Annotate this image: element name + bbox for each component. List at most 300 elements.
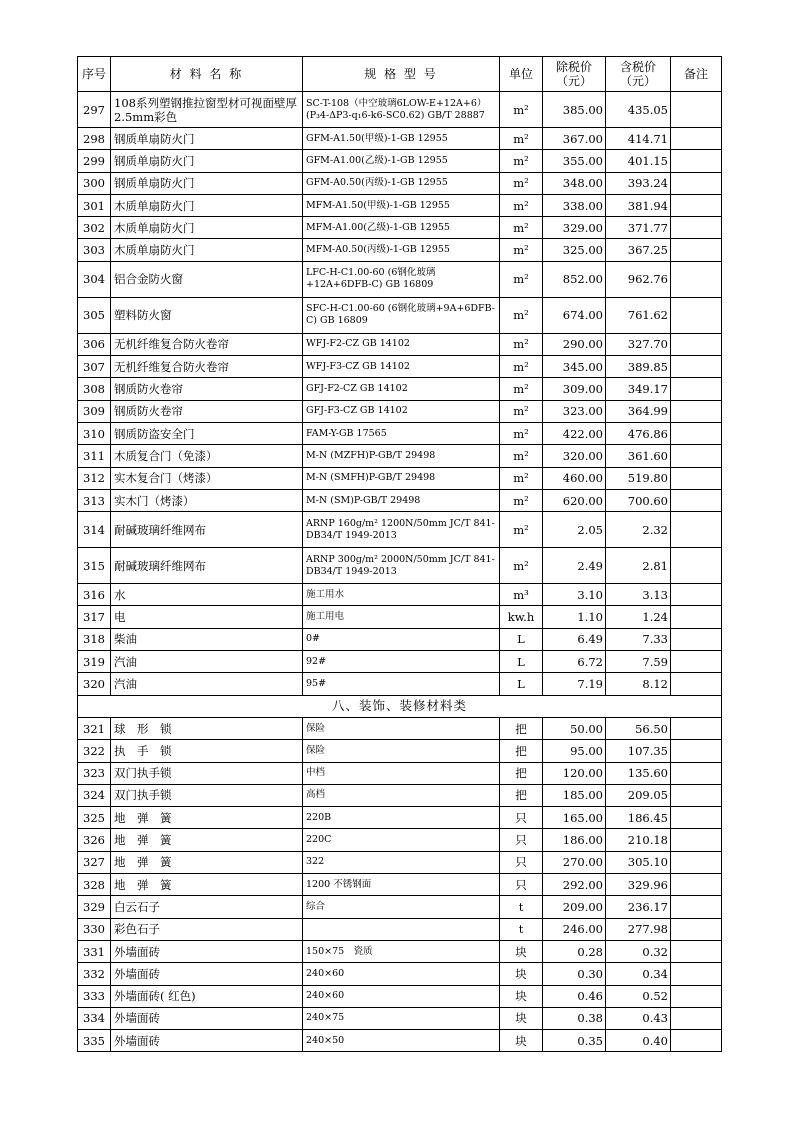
table-row — [78, 829, 722, 851]
cell-unit: m² — [500, 422, 543, 444]
cell-unit: 把 — [500, 740, 543, 762]
cell-price-in: 135.60 — [606, 762, 671, 784]
cell-spec: GFM-A1.50(甲级)-1-GB 12955 — [303, 128, 500, 150]
cell-remark — [671, 673, 722, 695]
cell-name: 外墙面砖( 红色) — [111, 985, 303, 1007]
cell-remark — [671, 378, 722, 400]
cell-name: 白云石子 — [111, 896, 303, 918]
cell-price-ex: 620.00 — [543, 489, 606, 511]
cell-spec: 中档 — [303, 762, 500, 784]
cell-unit: 把 — [500, 784, 543, 806]
cell-remark — [671, 422, 722, 444]
cell-unit: m² — [500, 239, 543, 261]
cell-unit: 块 — [500, 963, 543, 985]
cell-price-in: 56.50 — [606, 717, 671, 739]
cell-spec: FAM-Y-GB 17565 — [303, 422, 500, 444]
cell-name: 木质复合门（免漆） — [111, 445, 303, 467]
cell-price-ex: 460.00 — [543, 467, 606, 489]
cell-price-in: 393.24 — [606, 172, 671, 194]
cell-name: 执 手 锁 — [111, 740, 303, 762]
cell-unit: m² — [500, 512, 543, 548]
table-row — [78, 489, 722, 511]
table-row — [78, 378, 722, 400]
cell-name: 球 形 锁 — [111, 717, 303, 739]
cell-price-in: 2.81 — [606, 548, 671, 584]
cell-name: 水 — [111, 584, 303, 606]
cell-remark — [671, 896, 722, 918]
cell-price-ex: 185.00 — [543, 784, 606, 806]
cell-price-ex: 6.72 — [543, 651, 606, 673]
cell-no: 328 — [78, 874, 111, 896]
cell-price-ex: 422.00 — [543, 422, 606, 444]
cell-price-ex: 2.05 — [543, 512, 606, 548]
cell-spec: 0# — [303, 628, 500, 650]
cell-remark — [671, 297, 722, 333]
cell-no: 335 — [78, 1030, 111, 1052]
cell-no: 299 — [78, 150, 111, 172]
cell-price-in: 0.34 — [606, 963, 671, 985]
cell-name: 钢质单扇防火门 — [111, 172, 303, 194]
cell-spec: 高档 — [303, 784, 500, 806]
cell-remark — [671, 740, 722, 762]
cell-remark — [671, 400, 722, 422]
cell-no: 333 — [78, 985, 111, 1007]
cell-no: 313 — [78, 489, 111, 511]
cell-spec: WFJ-F3-CZ GB 14102 — [303, 356, 500, 378]
table-row — [78, 651, 722, 673]
col-header-unit: 单位 — [500, 57, 543, 92]
cell-price-in: 236.17 — [606, 896, 671, 918]
price-ex-line2: （元） — [555, 74, 592, 88]
cell-spec: 施工用水 — [303, 584, 500, 606]
cell-unit: 块 — [500, 940, 543, 962]
table-row — [78, 1030, 722, 1052]
section-title: 八、装饰、装修材料类 — [78, 695, 722, 717]
cell-spec: 240×60 — [303, 985, 500, 1007]
table-row — [78, 896, 722, 918]
cell-price-in: 414.71 — [606, 128, 671, 150]
cell-no: 324 — [78, 784, 111, 806]
cell-price-in: 0.40 — [606, 1030, 671, 1052]
cell-remark — [671, 762, 722, 784]
cell-name: 实木复合门（烤漆） — [111, 467, 303, 489]
cell-name: 柴油 — [111, 628, 303, 650]
cell-no: 316 — [78, 584, 111, 606]
cell-no: 308 — [78, 378, 111, 400]
cell-remark — [671, 467, 722, 489]
cell-remark — [671, 217, 722, 239]
cell-no: 330 — [78, 918, 111, 940]
cell-price-in: 7.33 — [606, 628, 671, 650]
table-row — [78, 784, 722, 806]
cell-spec: 220C — [303, 829, 500, 851]
cell-remark — [671, 194, 722, 216]
cell-remark — [671, 606, 722, 628]
cell-no: 311 — [78, 445, 111, 467]
cell-name: 外墙面砖 — [111, 1030, 303, 1052]
cell-price-ex: 320.00 — [543, 445, 606, 467]
table-row — [78, 467, 722, 489]
table-row — [78, 740, 722, 762]
table-row — [78, 940, 722, 962]
cell-no: 323 — [78, 762, 111, 784]
price-sheet — [77, 56, 721, 1052]
cell-price-in: 2.32 — [606, 512, 671, 548]
cell-no: 320 — [78, 673, 111, 695]
cell-unit: m² — [500, 378, 543, 400]
cell-no: 327 — [78, 851, 111, 873]
cell-unit: m² — [500, 92, 543, 128]
cell-remark — [671, 874, 722, 896]
cell-price-ex: 0.38 — [543, 1007, 606, 1029]
cell-no: 318 — [78, 628, 111, 650]
cell-price-ex: 309.00 — [543, 378, 606, 400]
cell-spec: 保险 — [303, 740, 500, 762]
cell-name: 外墙面砖 — [111, 1007, 303, 1029]
table-row — [78, 217, 722, 239]
cell-name: 钢质防火卷帘 — [111, 400, 303, 422]
cell-price-ex: 292.00 — [543, 874, 606, 896]
cell-price-ex: 355.00 — [543, 150, 606, 172]
cell-name: 彩色石子 — [111, 918, 303, 940]
table-row — [78, 172, 722, 194]
cell-price-in: 349.17 — [606, 378, 671, 400]
cell-no: 321 — [78, 717, 111, 739]
table-row — [78, 628, 722, 650]
price-ex-line1: 除税价 — [555, 60, 592, 74]
table-row — [78, 963, 722, 985]
table-row — [78, 548, 722, 584]
cell-price-ex: 270.00 — [543, 851, 606, 873]
cell-spec: MFM-A1.00(乙级)-1-GB 12955 — [303, 217, 500, 239]
cell-unit: 块 — [500, 1030, 543, 1052]
cell-no: 332 — [78, 963, 111, 985]
table-body-doors-windows — [78, 92, 722, 696]
cell-unit: L — [500, 628, 543, 650]
table-row — [78, 512, 722, 548]
cell-remark — [671, 985, 722, 1007]
cell-remark — [671, 628, 722, 650]
cell-remark — [671, 829, 722, 851]
cell-name: 双门执手锁 — [111, 784, 303, 806]
cell-price-in: 7.59 — [606, 651, 671, 673]
col-header-price-ex — [543, 57, 606, 92]
cell-price-ex: 348.00 — [543, 172, 606, 194]
cell-spec: ARNP 160g/m² 1200N/50mm JC/T 841-DB34/T 1949-2013 — [303, 512, 500, 548]
material-price-table — [77, 56, 722, 1052]
cell-no: 304 — [78, 261, 111, 297]
table-row — [78, 400, 722, 422]
cell-name: 无机纤维复合防火卷帘 — [111, 356, 303, 378]
cell-price-in: 186.45 — [606, 807, 671, 829]
cell-no: 317 — [78, 606, 111, 628]
cell-price-ex: 165.00 — [543, 807, 606, 829]
cell-price-ex: 50.00 — [543, 717, 606, 739]
cell-spec: ARNP 300g/m² 2000N/50mm JC/T 841-DB34/T 1949-2013 — [303, 548, 500, 584]
table-row — [78, 356, 722, 378]
cell-spec: MFM-A1.50(甲级)-1-GB 12955 — [303, 194, 500, 216]
cell-remark — [671, 512, 722, 548]
cell-price-ex: 323.00 — [543, 400, 606, 422]
cell-no: 306 — [78, 333, 111, 355]
cell-unit: 把 — [500, 717, 543, 739]
cell-price-in: 3.13 — [606, 584, 671, 606]
cell-spec: 240×50 — [303, 1030, 500, 1052]
table-row — [78, 422, 722, 444]
cell-name: 耐碱玻璃纤维网布 — [111, 512, 303, 548]
table-row — [78, 874, 722, 896]
table-row — [78, 261, 722, 297]
cell-price-in: 761.62 — [606, 297, 671, 333]
cell-spec: SC-T-108（中空玻璃6LOW-E+12A+6）(P₃4-ΔP3-q₁6-k6-SC0.62) GB/T 28887 — [303, 92, 500, 128]
cell-remark — [671, 172, 722, 194]
table-row — [78, 807, 722, 829]
table-row — [78, 673, 722, 695]
cell-unit: t — [500, 896, 543, 918]
cell-price-in: 1.24 — [606, 606, 671, 628]
cell-no: 310 — [78, 422, 111, 444]
cell-unit: m² — [500, 297, 543, 333]
cell-price-in: 107.35 — [606, 740, 671, 762]
table-row — [78, 333, 722, 355]
cell-no: 329 — [78, 896, 111, 918]
cell-unit: m² — [500, 261, 543, 297]
cell-price-ex: 0.30 — [543, 963, 606, 985]
cell-remark — [671, 128, 722, 150]
cell-price-ex: 367.00 — [543, 128, 606, 150]
table-row — [78, 297, 722, 333]
col-header-no: 序号 — [78, 57, 111, 92]
cell-name: 钢质单扇防火门 — [111, 150, 303, 172]
cell-spec — [303, 918, 500, 940]
cell-remark — [671, 1007, 722, 1029]
cell-remark — [671, 963, 722, 985]
cell-price-in: 0.32 — [606, 940, 671, 962]
table-body-decoration — [78, 717, 722, 1051]
cell-name: 地 弹 簧 — [111, 807, 303, 829]
cell-price-in: 389.85 — [606, 356, 671, 378]
cell-unit: 只 — [500, 807, 543, 829]
cell-spec: SFC-H-C1.00-60 (6钢化玻璃+9A+6DFB-C) GB 16809 — [303, 297, 500, 333]
cell-remark — [671, 356, 722, 378]
cell-unit: m³ — [500, 584, 543, 606]
cell-unit: L — [500, 673, 543, 695]
cell-unit: m² — [500, 445, 543, 467]
cell-name: 无机纤维复合防火卷帘 — [111, 333, 303, 355]
cell-remark — [671, 584, 722, 606]
cell-no: 319 — [78, 651, 111, 673]
cell-price-ex: 0.28 — [543, 940, 606, 962]
cell-name: 钢质防火卷帘 — [111, 378, 303, 400]
cell-name: 铝合金防火窗 — [111, 261, 303, 297]
cell-name: 电 — [111, 606, 303, 628]
cell-no: 300 — [78, 172, 111, 194]
table-row — [78, 606, 722, 628]
cell-unit: m² — [500, 333, 543, 355]
cell-price-ex: 325.00 — [543, 239, 606, 261]
cell-no: 314 — [78, 512, 111, 548]
cell-name: 耐碱玻璃纤维网布 — [111, 548, 303, 584]
cell-unit: m² — [500, 172, 543, 194]
cell-price-ex: 3.10 — [543, 584, 606, 606]
cell-price-in: 209.05 — [606, 784, 671, 806]
price-in-line1: 含税价 — [619, 60, 656, 74]
section-row — [78, 695, 722, 717]
cell-price-in: 700.60 — [606, 489, 671, 511]
cell-spec: M-N (SMFH)P-GB/T 29498 — [303, 467, 500, 489]
cell-price-in: 277.98 — [606, 918, 671, 940]
cell-unit: m² — [500, 150, 543, 172]
cell-remark — [671, 261, 722, 297]
header-row — [78, 57, 722, 92]
cell-price-in: 0.43 — [606, 1007, 671, 1029]
cell-unit: 块 — [500, 1007, 543, 1029]
table-row — [78, 194, 722, 216]
cell-name: 外墙面砖 — [111, 963, 303, 985]
cell-spec: GFJ-F3-CZ GB 14102 — [303, 400, 500, 422]
cell-spec: 95# — [303, 673, 500, 695]
cell-remark — [671, 717, 722, 739]
cell-unit: 只 — [500, 851, 543, 873]
cell-unit: m² — [500, 217, 543, 239]
cell-price-in: 962.76 — [606, 261, 671, 297]
table-row — [78, 918, 722, 940]
cell-unit: 块 — [500, 985, 543, 1007]
cell-remark — [671, 333, 722, 355]
cell-no: 302 — [78, 217, 111, 239]
cell-unit: m² — [500, 548, 543, 584]
cell-name: 塑料防火窗 — [111, 297, 303, 333]
table-row — [78, 1007, 722, 1029]
cell-spec: 施工用电 — [303, 606, 500, 628]
table-row — [78, 239, 722, 261]
cell-price-ex: 95.00 — [543, 740, 606, 762]
cell-price-in: 364.99 — [606, 400, 671, 422]
cell-price-in: 435.05 — [606, 92, 671, 128]
cell-price-ex: 2.49 — [543, 548, 606, 584]
cell-name: 实木门（烤漆） — [111, 489, 303, 511]
cell-unit: m² — [500, 356, 543, 378]
cell-remark — [671, 92, 722, 128]
cell-price-ex: 0.35 — [543, 1030, 606, 1052]
cell-price-in: 519.80 — [606, 467, 671, 489]
cell-price-ex: 290.00 — [543, 333, 606, 355]
table-body-section — [78, 695, 722, 717]
cell-name: 地 弹 簧 — [111, 851, 303, 873]
cell-spec: MFM-A0.50(丙级)-1-GB 12955 — [303, 239, 500, 261]
cell-price-in: 0.52 — [606, 985, 671, 1007]
cell-name: 钢质单扇防火门 — [111, 128, 303, 150]
cell-no: 301 — [78, 194, 111, 216]
cell-unit: 把 — [500, 762, 543, 784]
cell-spec: GFJ-F2-CZ GB 14102 — [303, 378, 500, 400]
cell-price-ex: 1.10 — [543, 606, 606, 628]
cell-name: 汽油 — [111, 651, 303, 673]
cell-remark — [671, 150, 722, 172]
cell-unit: 只 — [500, 874, 543, 896]
cell-name: 木质单扇防火门 — [111, 239, 303, 261]
cell-price-in: 401.15 — [606, 150, 671, 172]
cell-unit: 只 — [500, 829, 543, 851]
cell-price-in: 327.70 — [606, 333, 671, 355]
col-header-name: 材 料 名 称 — [111, 57, 303, 92]
cell-price-in: 210.18 — [606, 829, 671, 851]
cell-remark — [671, 851, 722, 873]
cell-no: 298 — [78, 128, 111, 150]
cell-unit: t — [500, 918, 543, 940]
cell-spec: GFM-A1.00(乙级)-1-GB 12955 — [303, 150, 500, 172]
cell-unit: L — [500, 651, 543, 673]
cell-price-in: 476.86 — [606, 422, 671, 444]
cell-spec: 保险 — [303, 717, 500, 739]
cell-spec: 92# — [303, 651, 500, 673]
cell-spec: LFC-H-C1.00-60 (6钢化玻璃+12A+6DFB-C) GB 16809 — [303, 261, 500, 297]
cell-spec: 1200 不锈钢面 — [303, 874, 500, 896]
cell-spec: 150×75 瓷质 — [303, 940, 500, 962]
table-row — [78, 762, 722, 784]
cell-spec: 220B — [303, 807, 500, 829]
col-header-price-in — [606, 57, 671, 92]
cell-no: 305 — [78, 297, 111, 333]
table-row — [78, 445, 722, 467]
cell-remark — [671, 651, 722, 673]
cell-spec: 240×60 — [303, 963, 500, 985]
cell-remark — [671, 445, 722, 467]
col-header-remark: 备注 — [671, 57, 722, 92]
cell-no: 307 — [78, 356, 111, 378]
cell-price-in: 381.94 — [606, 194, 671, 216]
cell-no: 297 — [78, 92, 111, 128]
cell-spec: 322 — [303, 851, 500, 873]
cell-spec: 240×75 — [303, 1007, 500, 1029]
col-header-spec: 规 格 型 号 — [303, 57, 500, 92]
cell-name: 双门执手锁 — [111, 762, 303, 784]
cell-unit: m² — [500, 400, 543, 422]
cell-no: 331 — [78, 940, 111, 962]
cell-spec: GFM-A0.50(丙级)-1-GB 12955 — [303, 172, 500, 194]
cell-unit: m² — [500, 467, 543, 489]
cell-price-ex: 852.00 — [543, 261, 606, 297]
cell-name: 木质单扇防火门 — [111, 217, 303, 239]
cell-no: 315 — [78, 548, 111, 584]
cell-unit: m² — [500, 489, 543, 511]
cell-price-in: 371.77 — [606, 217, 671, 239]
table-row — [78, 92, 722, 128]
cell-no: 325 — [78, 807, 111, 829]
table-row — [78, 717, 722, 739]
cell-price-ex: 674.00 — [543, 297, 606, 333]
cell-price-in: 305.10 — [606, 851, 671, 873]
cell-price-ex: 345.00 — [543, 356, 606, 378]
cell-spec: M-N (MZFH)P-GB/T 29498 — [303, 445, 500, 467]
cell-remark — [671, 239, 722, 261]
cell-name: 汽油 — [111, 673, 303, 695]
cell-price-ex: 338.00 — [543, 194, 606, 216]
cell-remark — [671, 1030, 722, 1052]
price-in-line2: （元） — [619, 74, 656, 88]
cell-price-ex: 246.00 — [543, 918, 606, 940]
table-row — [78, 584, 722, 606]
cell-remark — [671, 489, 722, 511]
cell-name: 外墙面砖 — [111, 940, 303, 962]
cell-price-in: 367.25 — [606, 239, 671, 261]
cell-price-ex: 7.19 — [543, 673, 606, 695]
cell-price-in: 361.60 — [606, 445, 671, 467]
cell-spec: 综合 — [303, 896, 500, 918]
cell-spec: WFJ-F2-CZ GB 14102 — [303, 333, 500, 355]
table-row — [78, 128, 722, 150]
cell-name: 木质单扇防火门 — [111, 194, 303, 216]
